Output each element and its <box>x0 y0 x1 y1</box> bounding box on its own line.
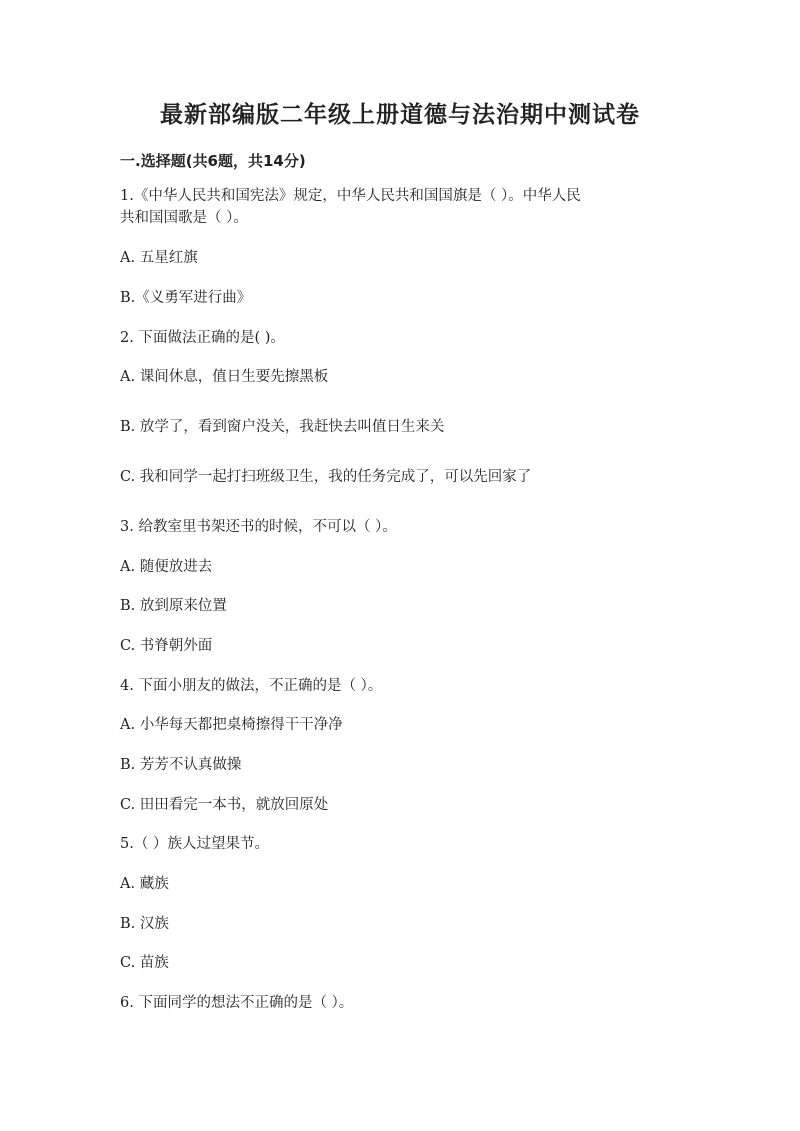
page-title: 最新部编版二年级上册道德与法治期中测试卷 <box>160 102 640 128</box>
question-2-option-b: B. 放学了，看到窗户没关，我赶快去叫值日生来关 <box>120 419 445 435</box>
question-2-stem: 2. 下面做法正确的是( )。 <box>120 330 285 346</box>
question-5-option-c: C. 苗族 <box>120 955 169 971</box>
question-1-option-b: B.《义勇军进行曲》 <box>120 290 252 306</box>
question-1-stem-line1: 1.《中华人民共和国宪法》规定，中华人民共和国国旗是（ ）。中华人民 <box>120 188 581 204</box>
question-2-option-c: C. 我和同学一起打扫班级卫生，我的任务完成了，可以先回家了 <box>120 469 532 485</box>
question-2-option-a: A. 课间休息，值日生要先擦黑板 <box>120 369 329 385</box>
question-5-option-a: A. 藏族 <box>120 876 169 892</box>
question-4-stem: 4. 下面小朋友的做法，不正确的是（ ）。 <box>120 678 383 694</box>
question-4-option-a: A. 小华每天都把桌椅擦得干干净净 <box>120 717 343 733</box>
question-3-option-b: B. 放到原来位置 <box>120 598 227 614</box>
question-5-stem: 5.（ ）族人过望果节。 <box>120 836 269 852</box>
question-1-option-a: A. 五星红旗 <box>120 250 198 266</box>
question-4-option-b: B. 芳芳不认真做操 <box>120 757 242 773</box>
question-3-option-a: A. 随便放进去 <box>120 559 213 575</box>
question-4-option-c: C. 田田看完一本书，就放回原处 <box>120 797 329 813</box>
question-1-stem-line2: 共和国国歌是（ ）。 <box>120 210 248 226</box>
question-6-stem: 6. 下面同学的想法不正确的是（ ）。 <box>120 995 354 1011</box>
question-3-stem: 3. 给教室里书架还书的时候，不可以（ ）。 <box>120 519 397 535</box>
question-5-option-b: B. 汉族 <box>120 916 169 932</box>
section-heading: 一.选择题(共6题，共14分) <box>120 152 306 170</box>
question-3-option-c: C. 书脊朝外面 <box>120 638 213 654</box>
